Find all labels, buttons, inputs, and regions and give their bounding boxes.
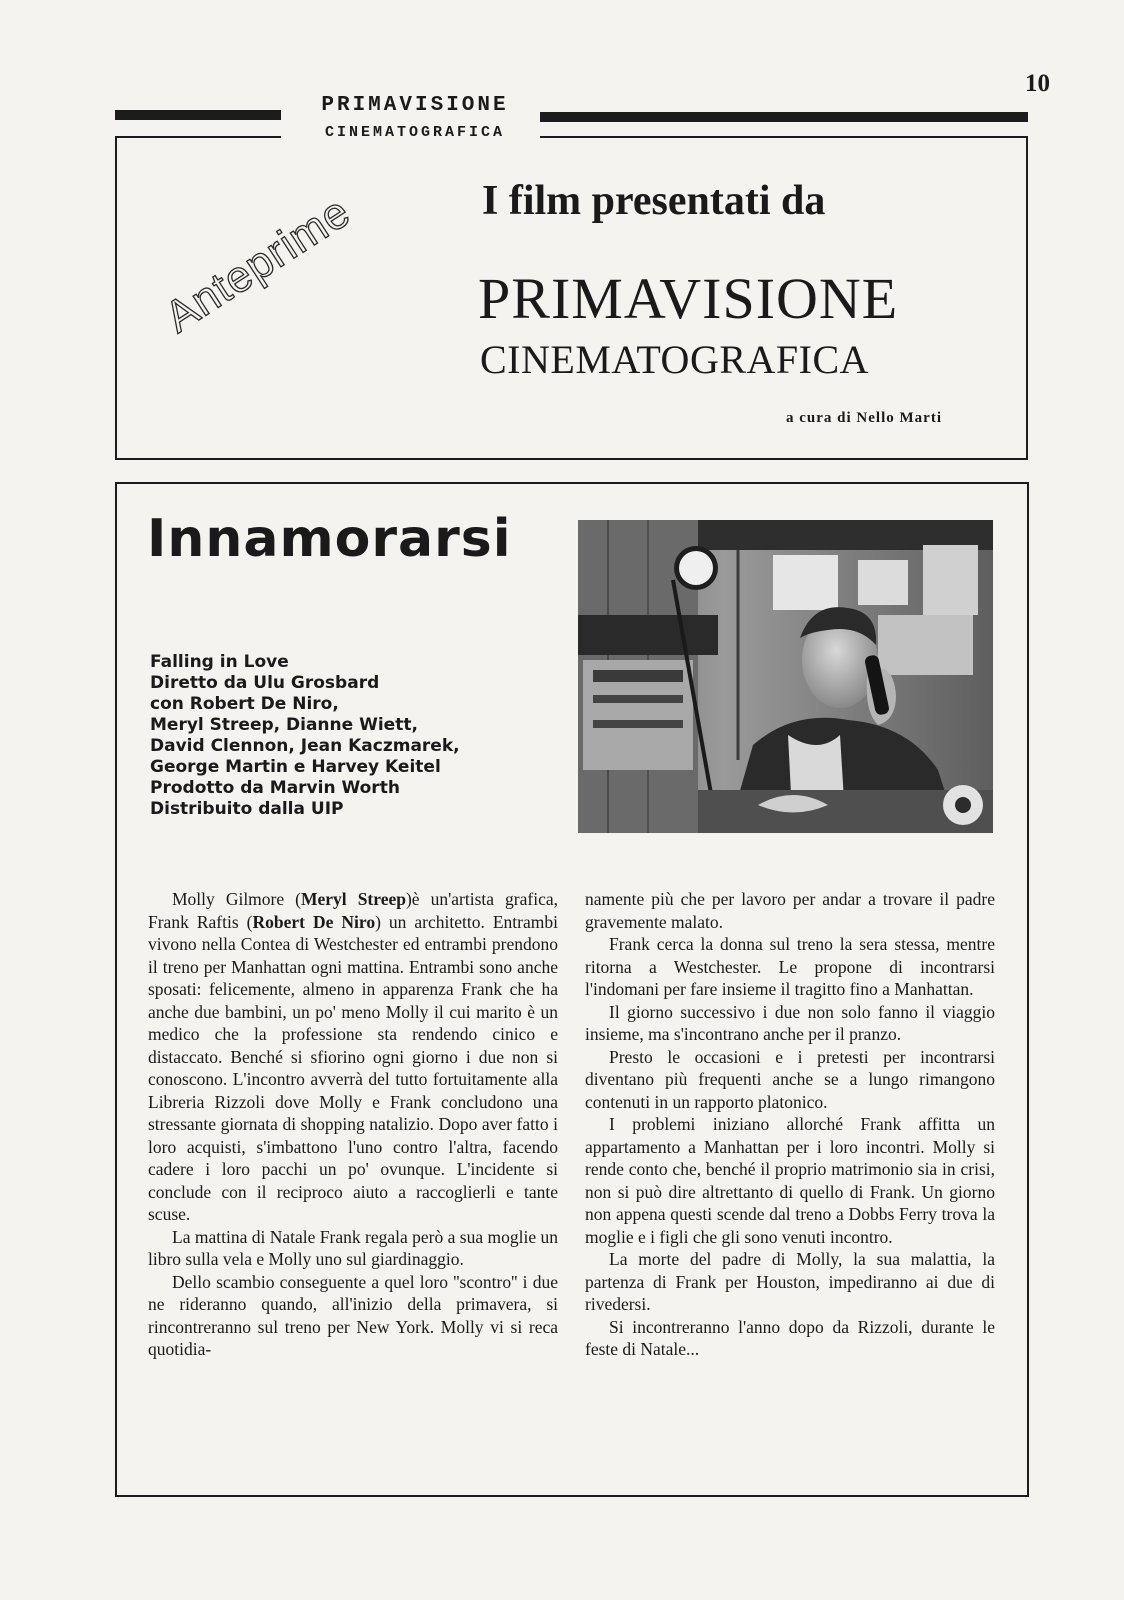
intro-heading: I film presentati da bbox=[482, 178, 826, 224]
header-title: PRIMAVISIONE bbox=[321, 94, 509, 117]
article-paragraph: Presto le occasioni e i pretesti per incontrarsi diventano più frequenti anche se a lungo rimangono contenuti in un rapporto platonico. bbox=[585, 1046, 995, 1112]
article-paragraph: La mattina di Natale Frank regala però a sua moglie un libro sulla vela e Molly uno sul giardinaggio. bbox=[148, 1226, 558, 1269]
text-run: ) un architetto. Entrambi vivono nella Contea di Westchester ed entrambi prendono il treno per Manhattan ogni mattina. Entrambi sono anche sposati: felicemente, almeno in apparenza Frank che ha anche due bambini, un po' meno Molly il cui marito è un medico che la professione sta rendendo cinico e distaccato. Benché si sfiorino ogni giorno i due non si conoscono. L'incontro avverrà del tutto fortuitamente alla Libreria Rizzoli dove Molly e Frank concludono una stressante giornata di shopping natalizio. Dopo aver fatto i loro acquisti, s'imbattono l'uno contro l'altra, facendo cadere i loro pacchi un po' ovunque. L'incidente si conclude con il reciproco aiuto a raccoglierli e tante scuse. bbox=[148, 911, 558, 1224]
credit-line: Meryl Streep, Dianne Wiett, bbox=[150, 715, 418, 735]
article-paragraph: Si incontreranno l'anno dopo da Rizzoli, durante le feste di Natale... bbox=[585, 1316, 995, 1359]
article-paragraph: namente più che per lavoro per andar a trovare il padre gravemente malato. bbox=[585, 889, 995, 932]
article-paragraph bbox=[148, 888, 558, 1226]
film-credits bbox=[150, 652, 550, 820]
credit-line: George Martin e Harvey Keitel bbox=[150, 757, 441, 777]
header-rule-right bbox=[540, 112, 1028, 122]
credit-line: David Clennon, Jean Kaczmarek, bbox=[150, 736, 460, 756]
article-paragraph: Frank cerca la donna sul treno la sera stessa, mentre ritorna a Westchester. Le propone di incontrarsi l'indomani per fare insieme il tragitto fino a Manhattan. bbox=[585, 934, 995, 999]
text-run: )è un'artista grafica, Frank Raftis ( bbox=[148, 889, 558, 932]
header-subtitle: CINEMATOGRAFICA bbox=[324, 124, 506, 141]
actor-name: Robert De Niro bbox=[252, 911, 376, 932]
brand-subtitle: CINEMATOGRAFICA bbox=[480, 337, 870, 382]
article-column-1 bbox=[148, 888, 558, 1361]
anteprime-stamp: Anteprime bbox=[156, 186, 359, 343]
brand-title: PRIMAVISIONE bbox=[478, 266, 899, 331]
credit-line: Falling in Love bbox=[150, 652, 289, 672]
credit-line: con Robert De Niro, bbox=[150, 694, 339, 714]
article-paragraph: La morte del padre di Molly, la sua malattia, la partenza di Frank per Houston, impediranno ai due di rivedersi. bbox=[585, 1249, 995, 1314]
curator-credit: a cura di Nello Marti bbox=[786, 410, 942, 426]
page-number: 10 bbox=[1025, 70, 1050, 97]
credit-line: Distribuito dalla UIP bbox=[150, 799, 344, 819]
article-column-2 bbox=[585, 888, 995, 1361]
credit-line: Prodotto da Marvin Worth bbox=[150, 778, 400, 798]
credit-line: Diretto da Ulu Grosbard bbox=[150, 673, 380, 693]
text-run: Molly Gilmore ( bbox=[172, 889, 301, 909]
article-paragraph: I problemi iniziano allorché Frank affitta un appartamento a Manhattan per i loro incontri. Molly si rende conto che, benché il proprio matrimonio sia in crisi, non si può dire altrettanto di quello di Frank. Un giorno non appena questi scende dal treno a Dobbs Ferry trova la moglie e i figli che gli sono venuti incontro. bbox=[585, 1114, 995, 1247]
film-title: Innamorarsi bbox=[147, 509, 512, 569]
article-paragraph: Dello scambio conseguente a quel loro ''scontro'' i due ne rideranno quando, all'inizio della primavera, si rincontreranno sul treno per New York. Molly vi si reca quotidia- bbox=[148, 1271, 558, 1359]
actor-name: Meryl Streep bbox=[301, 889, 406, 909]
article-paragraph: Il giorno successivo i due non solo fanno il viaggio insieme, ma s'incontrano anche per il pranzo. bbox=[585, 1001, 995, 1044]
film-still-photo bbox=[578, 520, 993, 833]
header-rule-left bbox=[115, 110, 281, 120]
